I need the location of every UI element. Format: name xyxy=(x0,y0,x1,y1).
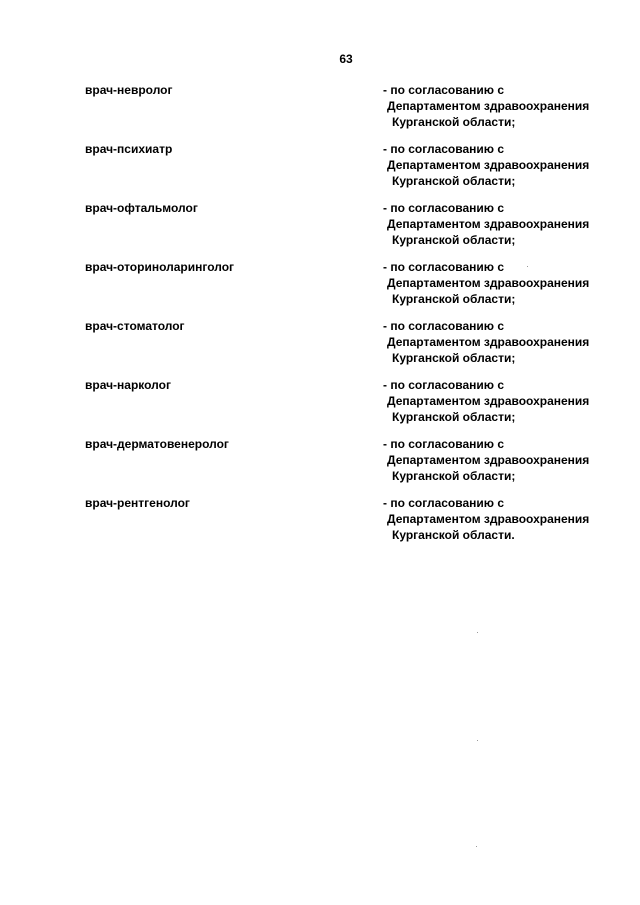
approval-line-3: Курганской области; xyxy=(392,410,516,424)
approval-line-3: Курганской области; xyxy=(392,469,516,483)
specialist-name: врач-офтальмолог xyxy=(85,201,198,215)
approval-line-2: Департаментом здравоохранения xyxy=(387,335,590,349)
approval-text xyxy=(383,436,589,484)
approval-line-1: - по согласованию с xyxy=(383,201,505,215)
approval-text xyxy=(383,377,589,425)
approval-line-1: - по согласованию с xyxy=(383,437,505,451)
list-item xyxy=(0,259,640,318)
specialist-name: врач-дерматовенеролог xyxy=(85,437,229,451)
list-item xyxy=(0,141,640,200)
approval-line-3: Курганской области; xyxy=(392,233,516,247)
approval-line-1: - по согласованию с xyxy=(383,319,505,333)
approval-line-1: - по согласованию с xyxy=(383,83,505,97)
approval-line-1: - по согласованию с xyxy=(383,496,505,510)
approval-line-2: Департаментом здравоохранения xyxy=(387,158,590,172)
specialist-name: врач-стоматолог xyxy=(85,319,185,333)
list-item xyxy=(0,377,640,436)
list-item xyxy=(0,200,640,259)
specialist-name: врач-психиатр xyxy=(85,142,173,156)
approval-line-3: Курганской области. xyxy=(392,528,515,542)
specialist-name: врач-невролог xyxy=(85,83,173,97)
approval-line-3: Курганской области; xyxy=(392,174,516,188)
specialist-name: врач-оториноларинголог xyxy=(85,260,235,274)
scan-speck xyxy=(527,266,528,267)
scan-speck xyxy=(477,632,478,633)
approval-line-2: Департаментом здравоохранения xyxy=(387,512,590,526)
approval-line-2: Департаментом здравоохранения xyxy=(387,217,590,231)
page-number: 63 xyxy=(339,52,353,66)
approval-text xyxy=(383,82,589,130)
approval-line-1: - по согласованию с xyxy=(383,378,505,392)
approval-text xyxy=(383,318,589,366)
specialist-list xyxy=(0,82,640,554)
scan-speck xyxy=(476,846,477,847)
approval-line-2: Департаментом здравоохранения xyxy=(387,276,590,290)
approval-text xyxy=(383,259,589,307)
scan-speck xyxy=(477,740,478,741)
approval-line-3: Курганской области; xyxy=(392,292,516,306)
specialist-name: врач-нарколог xyxy=(85,378,171,392)
approval-line-3: Курганской области; xyxy=(392,351,516,365)
approval-text xyxy=(383,200,589,248)
list-item xyxy=(0,318,640,377)
approval-line-2: Департаментом здравоохранения xyxy=(387,99,590,113)
list-item xyxy=(0,82,640,141)
approval-text xyxy=(383,495,589,543)
approval-text xyxy=(383,141,589,189)
approval-line-3: Курганской области; xyxy=(392,115,516,129)
approval-line-1: - по согласованию с xyxy=(383,142,505,156)
list-item xyxy=(0,495,640,554)
list-item xyxy=(0,436,640,495)
approval-line-1: - по согласованию с xyxy=(383,260,505,274)
approval-line-2: Департаментом здравоохранения xyxy=(387,394,590,408)
approval-line-2: Департаментом здравоохранения xyxy=(387,453,590,467)
specialist-name: врач-рентгенолог xyxy=(85,496,190,510)
